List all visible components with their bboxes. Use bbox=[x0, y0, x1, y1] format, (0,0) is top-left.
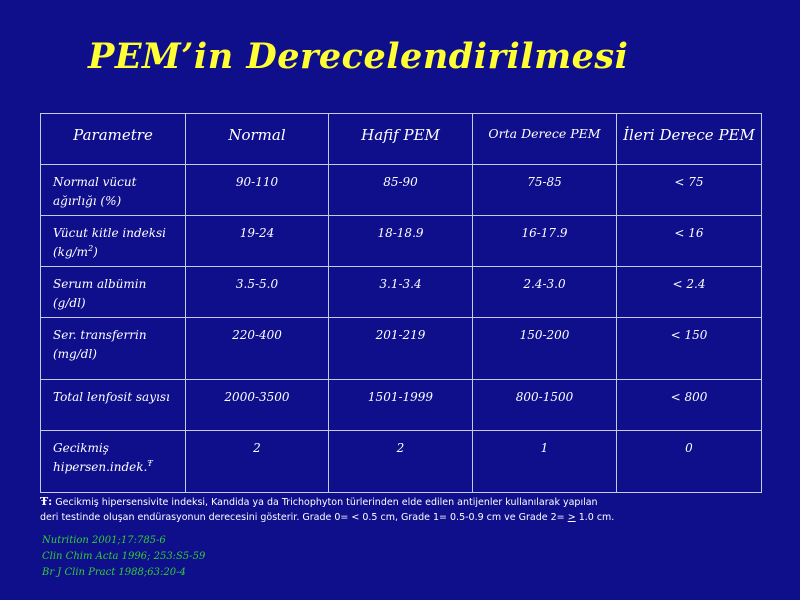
header-hafif-pem: Hafif PEM bbox=[329, 114, 473, 165]
row-param bbox=[41, 431, 186, 493]
row-value-hafif: 85-90 bbox=[329, 165, 473, 216]
row-value-orta: 150-200 bbox=[473, 318, 617, 380]
header-orta-derece-pem: Orta Derece PEM bbox=[473, 114, 617, 165]
row-value-normal: 2 bbox=[186, 431, 329, 493]
row-value-hafif: 18-18.9 bbox=[329, 216, 473, 267]
row-value-ileri: 0 bbox=[617, 431, 762, 493]
row-value-hafif: 2 bbox=[329, 431, 473, 493]
table-row bbox=[41, 216, 762, 267]
row-value-hafif: 1501-1999 bbox=[329, 380, 473, 431]
row-value-ileri: < 800 bbox=[617, 380, 762, 431]
row-param: Serum albümin (g/dl) bbox=[41, 267, 186, 318]
row-param-tail: ) bbox=[93, 245, 98, 259]
row-value-normal: 3.5-5.0 bbox=[186, 267, 329, 318]
reference-item: Br J Clin Pract 1988;63:20-4 bbox=[42, 567, 186, 578]
footnote-line-1 bbox=[40, 494, 780, 510]
table-row bbox=[41, 318, 762, 380]
row-value-normal: 19-24 bbox=[186, 216, 329, 267]
row-param-text: Vücut kitle indeksi (kg/m bbox=[53, 226, 167, 259]
footnote-line-2 bbox=[40, 510, 780, 525]
row-param-superscript: 2 bbox=[88, 244, 94, 253]
header-normal: Normal bbox=[186, 114, 329, 165]
table-header-row bbox=[41, 114, 762, 165]
row-value-orta: 16-17.9 bbox=[473, 216, 617, 267]
pem-grading-table bbox=[40, 113, 762, 493]
row-param: Normal vücut ağırlığı (%) bbox=[41, 165, 186, 216]
table-row bbox=[41, 431, 762, 493]
header-ileri-derece-pem: İleri Derece PEM bbox=[617, 114, 762, 165]
row-value-normal: 2000-3500 bbox=[186, 380, 329, 431]
row-value-ileri: < 150 bbox=[617, 318, 762, 380]
page-title: PEM’in Derecelendirilmesi bbox=[88, 36, 629, 77]
footnote-geq-symbol: > bbox=[567, 512, 576, 523]
footnote bbox=[40, 494, 780, 525]
row-value-normal: 90-110 bbox=[186, 165, 329, 216]
row-value-normal: 220-400 bbox=[186, 318, 329, 380]
row-value-ileri: < 2.4 bbox=[617, 267, 762, 318]
row-param: Total lenfosit sayısı bbox=[41, 380, 186, 431]
row-value-orta: 800-1500 bbox=[473, 380, 617, 431]
row-value-hafif: 201-219 bbox=[329, 318, 473, 380]
footnote-text-2: deri testinde oluşan endürasyonun derecesini gösterir. Grade 0= < 0.5 cm, Grade 1= 0.5-0.9 cm ve Grade 2= bbox=[40, 512, 565, 523]
header-parametre: Parametre bbox=[41, 114, 186, 165]
table-row bbox=[41, 380, 762, 431]
row-param bbox=[41, 216, 186, 267]
reference-item: Nutrition 2001;17:785-6 bbox=[42, 535, 166, 546]
row-param-superscript: Ŧ bbox=[147, 459, 153, 468]
reference-item: Clin Chim Acta 1996; 253:S5-59 bbox=[42, 551, 206, 562]
table-row bbox=[41, 165, 762, 216]
table-row bbox=[41, 267, 762, 318]
row-value-ileri: < 75 bbox=[617, 165, 762, 216]
row-value-orta: 1 bbox=[473, 431, 617, 493]
row-value-ileri: < 16 bbox=[617, 216, 762, 267]
footnote-text-1: Gecikmiş hipersensivite indeksi, Kandida ya da Trichophyton türlerinden elde edilen antijenler kullanılarak yapılan bbox=[55, 497, 598, 508]
row-param-text: Gecikmiş hipersen.indek. bbox=[53, 441, 148, 474]
row-value-orta: 75-85 bbox=[473, 165, 617, 216]
footnote-text-4: 1.0 cm. bbox=[578, 512, 615, 523]
row-value-hafif: 3.1-3.4 bbox=[329, 267, 473, 318]
footnote-mark: Ŧ: bbox=[40, 495, 53, 508]
row-value-orta: 2.4-3.0 bbox=[473, 267, 617, 318]
row-param: Ser. transferrin (mg/dl) bbox=[41, 318, 186, 380]
references bbox=[42, 533, 205, 581]
